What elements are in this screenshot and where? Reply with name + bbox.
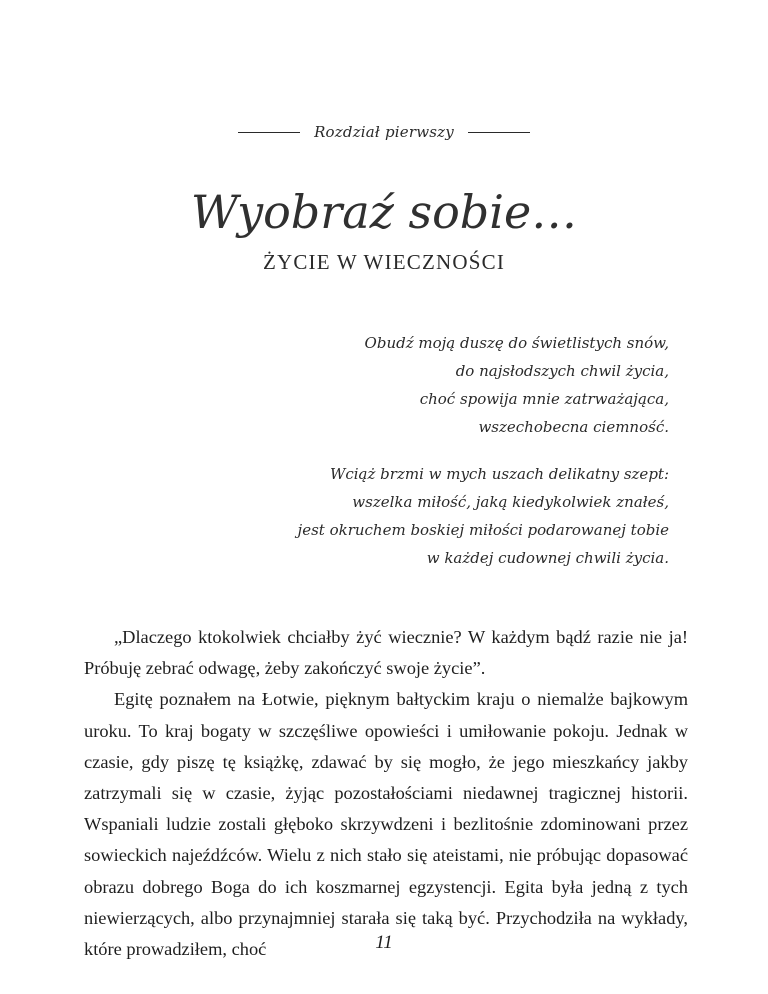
epigraph-line: w każdej cudownej chwili życia. — [426, 549, 669, 567]
epigraph-line: do najsłodszych chwil życia, — [455, 362, 669, 380]
epigraph-stanza-1 — [365, 329, 669, 441]
right-rule — [468, 132, 530, 133]
epigraph-stanza-2 — [298, 460, 669, 572]
chapter-title: Wyobraź sobie… — [190, 185, 578, 239]
chapter-header — [0, 118, 768, 146]
epigraph-line: jest okruchem boskiej miłości podarowanej tobie — [297, 521, 669, 539]
epigraph-line: wszelka miłość, jaką kiedykolwiek znałeś, — [352, 493, 669, 511]
chapter-label: Rozdział pierwszy — [314, 123, 454, 141]
left-rule — [238, 132, 300, 133]
paragraph: Egitę poznałem na Łotwie, pięknym bałtyckim kraju o niemalże bajkowym uroku. To kraj bogaty w szczęśliwe opowieści i umiłowanie pokoju. Jednak w czasie, gdy piszę tę książkę, zdawać by się mogło, że jego mieszkańcy jakby zatrzymali się w czasie, żyjąc pozostałościami niedawnej tragicznej historii. Wspaniali ludzie zostali głęboko skrzywdzeni i bezlitośnie zdominowani przez sowieckich najeźdźców. Wielu z nich stało się ateistami, nie próbując dopasować obrazu dobrego Boga do ich koszmarnej egzystencji. Egita była jedną z tych niewierzących, albo przynajmniej starała się taką być. Przychodziła na wykłady, które prowadziłem, choć — [84, 689, 688, 960]
epigraph-line: Obudź moją duszę do świetlistych snów, — [364, 334, 669, 352]
epigraph-line: wszechobecna ciemność. — [478, 418, 669, 436]
chapter-subtitle: ŻYCIE W WIECZNOŚCI — [262, 250, 506, 274]
paragraph: „Dlaczego ktokolwiek chciałby żyć wiecznie? W każdym bądź razie nie ja! Próbuję zebrać odwagę, żeby zakończyć swoje życie”. — [84, 627, 688, 679]
page-number: 11 — [375, 932, 393, 953]
epigraph-line: choć spowija mnie zatrważająca, — [419, 390, 669, 408]
epigraph-line: Wciąż brzmi w mych uszach delikatny szept: — [329, 465, 669, 483]
body-text — [84, 622, 688, 965]
